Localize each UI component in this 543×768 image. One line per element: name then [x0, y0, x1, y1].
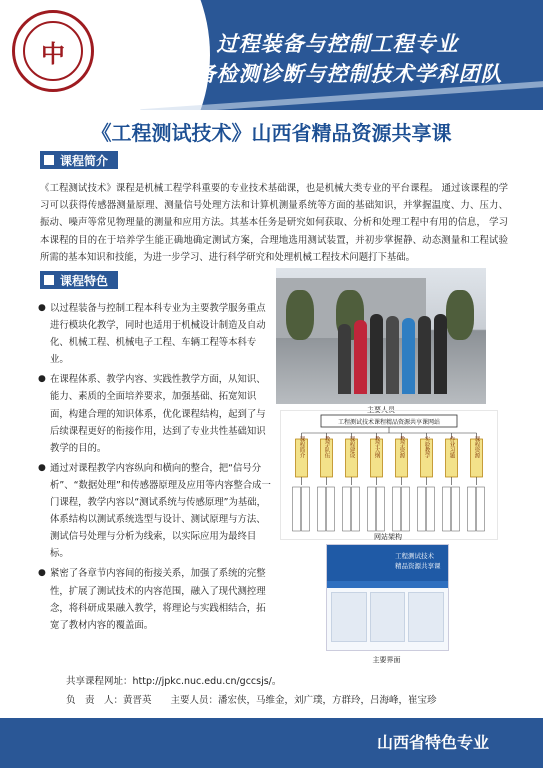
bottom-bar: [0, 718, 543, 768]
section-square-icon: [44, 155, 54, 165]
site-nav: [327, 581, 448, 588]
course-url: 共享课程网址：http://jpkc.nuc.edu.cn/gccsjs/。: [66, 676, 282, 687]
chart-leaf-box: [452, 487, 460, 531]
section-header-intro: [40, 151, 118, 169]
chart-leaf-box: [477, 487, 485, 531]
photo-caption: 主要人员: [367, 406, 395, 414]
chart-node-label: 教学队伍: [323, 436, 330, 458]
chart-leaf-box: [293, 487, 301, 531]
photo-person: [338, 324, 351, 394]
header-title-line1: 过程装备与控制工程专业: [216, 32, 459, 56]
chart-leaf-box: [402, 487, 410, 531]
header-banner: [0, 0, 543, 110]
list-item: ● 紧密了各章节内容间的衔接关系，加强了系统的完整性，扩展了测试技术的内容范围，融入了现代测控理念，将科研成果融入教学，将理论与实践相结合，拓宽了教材内容的覆盖面。: [40, 565, 272, 633]
chart-node-label: 课程建设: [348, 436, 355, 458]
site-caption: 主要界面: [372, 656, 401, 664]
bottom-bar-label: 山西省特色专业: [376, 733, 489, 752]
photo-person: [434, 314, 447, 394]
chart-node-label: 实验教学: [423, 436, 430, 458]
chart-leaf-box: [368, 487, 376, 531]
chart-leaf-box: [377, 487, 385, 531]
site-subtitle: 精品资源共享课: [395, 562, 441, 570]
photo-person: [418, 316, 431, 394]
list-item: ● 在课程体系、教学内容、实践性教学方面，从知识、能力、素质的全面培养要求，加强基础、拓宽知识面，构建合理的知识体系，优化课程结构，起到了与后续课程更好的衔接作用，达到了专业共性基础知识教学的目的。: [40, 371, 272, 456]
chart-leaf-box: [302, 487, 310, 531]
logo-seal: 中: [23, 21, 83, 81]
photo-tree: [446, 290, 474, 340]
chart-node-label: 课程资源: [473, 436, 480, 458]
chart-node-label: 教学大纲: [373, 436, 380, 458]
chart-root-label: 工程测试技术课程精品资源共享课网站: [337, 419, 441, 426]
section-header-features: [40, 271, 118, 289]
structure-diagram: [281, 411, 497, 539]
photo-person: [386, 316, 399, 394]
chart-leaf-box: [443, 487, 451, 531]
site-panel: [331, 592, 367, 642]
site-body: [327, 588, 448, 646]
site-panel: [408, 592, 444, 642]
course-intro-text: 《工程测试技术》课程是机械工程学科重要的专业技术基础课，也是机械大类专业的平台课程。 通过该课程的学习可以获得传感器测量原理、测量信号处理方法和计算机测量系统等方面的基础知识，并掌握温度、力、压力、振动、噪声等常见物理量的测量和应用方法。其基本任务是研究如何获取、分析和处理工程中有用的信息， 学习本课程的目的在于培养学生能正确地确定测试方案，合理地选用测试装置，并初步掌握静、动态测量和工程试验所需的基本知识和技能，为进一步学习、进行科学研究和处理机械工程技术问题打下基础。: [40, 183, 508, 263]
section-label: 课程简介: [60, 153, 109, 168]
chart-leaf-box: [393, 487, 401, 531]
chart-leaf-box: [318, 487, 326, 531]
chart-leaf-box: [418, 487, 426, 531]
site-panel: [370, 592, 406, 642]
site-structure-chart: [280, 410, 498, 540]
chart-leaf-box: [327, 487, 335, 531]
website-screenshot: [326, 544, 449, 651]
team-photo: [276, 268, 486, 404]
people-list: 负 责 人：黄晋英 主要人员：潘宏侠，马维金，刘广璞，方群玲，吕海峰，崔宝珍: [66, 695, 437, 706]
chart-leaf-box: [343, 487, 351, 531]
chart-node-label: 课程简介: [298, 436, 305, 458]
section-label: 课程特色: [60, 273, 109, 288]
site-title: 工程测试技术: [395, 552, 434, 560]
photo-person: [402, 318, 415, 394]
chart-caption: 网站架构: [374, 533, 402, 541]
section-square-icon: [44, 275, 54, 285]
header-title-line2: 装备检测诊断与控制技术学科团队: [172, 62, 503, 86]
list-item: ● 以过程装备与控制工程本科专业为主要教学服务重点进行模块化教学，同时也适用于机械设计制造及自动化、机械工程、机械电子工程、车辆工程等本科专业。: [40, 300, 272, 368]
university-logo: [12, 10, 94, 92]
chart-node-label: 教学资源: [398, 436, 405, 458]
chart-leaf-box: [427, 487, 435, 531]
photo-tree: [286, 290, 314, 340]
feature-list: [40, 300, 272, 637]
photo-person: [354, 320, 367, 394]
chart-leaf-box: [468, 487, 476, 531]
page-title: 《工程测试技术》山西省精品资源共享课: [91, 121, 452, 145]
site-banner: [327, 545, 448, 581]
chart-leaf-box: [352, 487, 360, 531]
photo-person: [370, 314, 383, 394]
chart-node-label: 作业习题: [448, 436, 455, 458]
list-item: ● 通过对课程教学内容纵向和横向的整合，把“信号分析”、“数据处理”和传感器原理及应用等内容整合成一门课程，教学内容以“测试系统与传感原理”为基础，体系结构以测试系统选型与设计、测试原理与方法、测试信号处理与分析为线索，以实际应用为最终目标。: [40, 460, 272, 563]
